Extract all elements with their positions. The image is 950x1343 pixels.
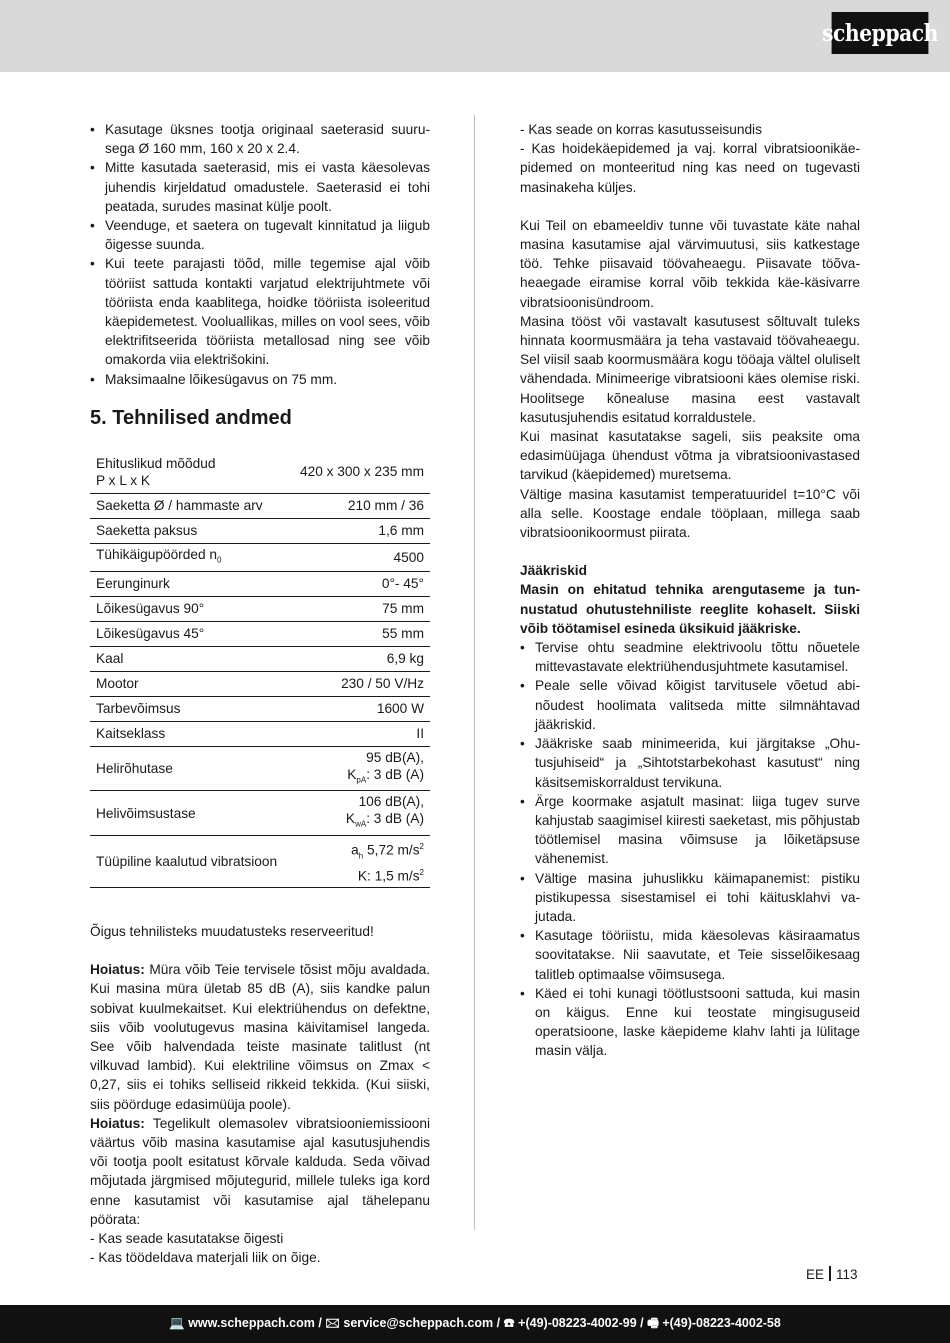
paragraph: Masina tööst või vastavalt kasutusest sõltuvalt tuleks hinnata koormusmäära ja teha vastavaid töövaheaegu. Sel viisil saab koormusmäära kogu tööaja vältel oluliselt vähendada. Minimeerige vibratsiooni käes olemise riski. Hoolitsege kõnealuse masina eest vastavalt kasutusjuhendis esitatud korraldustele. [520,313,860,425]
spec-value: 106 dB(A), [358,794,424,810]
table-row [90,518,430,543]
scheppach-logo: scheppach [832,12,929,54]
right-column [520,120,860,1061]
spec-value: 95 dB(A), [366,749,424,765]
spec-value: 75 mm [289,596,430,621]
warning-label: Hoiatus: [90,1115,145,1131]
risk-title-text: Jääkriskid [520,563,587,579]
spec-value: 6,9 kg [289,646,430,671]
spec-label: Saeketta paksus [90,518,289,543]
spec-label: Tarbevõimsus [90,696,289,721]
spec-label: Tühikäigupöörded n [96,546,217,562]
footer-contact-text: 💻 www.scheppach.com / 🖂 service@scheppach.com / ☎ +(49)-08223-4002-99 / 🖷 +(49)-08223-4002-58 [169,1315,781,1330]
list-item: • Käed ei tohi kunagi töötlustsooni sattuda, kui masin on käigus. Enne kui teostate mingisuguseid operatsioone, laske käepideme klahv lahti ja lülitage masin välja. [520,984,860,1061]
reserve-text: Õigus tehnilisteks muudatusteks reserveeritud! [90,923,374,939]
dash-item: - Kas seade kasutatakse õigesti [90,1230,284,1246]
spec-label: Ehituslikud mõõdud [96,455,216,471]
risk-intro [520,580,860,638]
risk-title [520,561,860,580]
k-sub: pA [356,775,367,785]
warning-paragraph [90,1114,430,1229]
warning-text: Tegelikult olemasolev vibratsiooniemissiooni väärtus võib masina kasutamise ajal kasutusjuhendis või tootja poolt esitatust kõrvale kalduda. Seda võivad mõjutada järgmised mõjutegurid, millele tuleks iga kord enne kasutamist või kasutamise ajal tähelepanu pöörata: [90,1115,430,1227]
section-title: 5. Tehnilised andmed [90,406,292,429]
table-row [90,696,430,721]
list-item: • Peale selle võivad kõigist tarvitusele võetud abinõudest hoolimata valitseda mitte silmnähtavad jääkriskid. [520,676,860,734]
risk-intro-text: Masin on ehitatud tehnika arengutaseme ja tunnustatud ohutustehniliste reeglite kohaselt. Siiski võib töötamisel esineda üksikuid jääkriske. [520,582,860,636]
page-footer [0,1305,950,1343]
paragraph: Kui Teil on ebameeldiv tunne või tuvastate käte nahal masina kasutamise ajal värvimuutusi, siis katkestage töö. Tehke piisavaid töövaheaegu. Piisavate töõvaheaegade eiramise korral võib tekkida käe-käsivarre vibratsioonisündroom. [520,217,860,310]
spec-label: Kaitseklass [90,721,289,746]
risk-bullet-list [520,638,860,1060]
spec-label: Kaal [90,646,289,671]
spec-value: 0°- 45° [289,571,430,596]
paragraph: Kui masinat kasutatakse sageli, siis peaksite oma edasimüüjaga ühendust võtma ja vibratsioonivastased tarvikud (käepidemed) muretsema. [520,429,860,483]
spec-value: 420 x 300 x 235 mm [289,451,430,494]
spec-label: Tüüpiline kaalutud vibratsioon [90,836,289,888]
table-row [90,646,430,671]
list-item: • Kasutage üksnes tootja originaal saeterasid suurusega Ø 160 mm, 160 x 20 x 2.4. [90,120,430,158]
safety-bullet-list [90,120,430,389]
specs-table [90,451,430,888]
paragraph: Vältige masina kasutamist temperatuuridel t=10°C või alla selle. Koostage endale tööplaan, millega saab vibratsioonikoormust piirata. [520,486,860,541]
table-row [90,791,430,836]
page-number-value: 113 [836,1267,858,1282]
list-item: • Mitte kasutada saeterasid, mis ei vasta käesolevas juhendis kirjeldatud omadustele. Saeterasid ei tohi peatada, surudes masinat külje poolt. [90,158,430,216]
vib-sup: 2 [419,868,424,878]
spec-value: 55 mm [289,621,430,646]
spec-value: 230 / 50 V/Hz [289,671,430,696]
k-symbol: K [347,766,357,782]
spec-value: 1,6 mm [289,518,430,543]
table-row [90,493,430,518]
list-item: • Jääkriske saab minimeerida, kui järgitakse „Ohutusjuhiseid“ ja „Sihtotstarbekohast kasutust“ ning käsitsemiskorraldust tervikuna. [520,734,860,792]
spec-label: Saeketta Ø / hammaste arv [90,493,289,518]
spec-value: II [289,721,430,746]
list-item: • Veenduge, et saetera on tugevalt kinnitatud ja liigub õigesse suunda. [90,216,430,254]
spec-value: 210 mm / 36 [289,493,430,518]
spec-label: Mootor [90,671,289,696]
k-value: : 3 dB (A) [366,766,424,782]
list-item: • Tervise ohtu seadmine elektrivoolu tõttu nõuetele mittevastavate elektriühendusjuhtmete kasutamisel. [520,638,860,676]
list-item: • Vältige masina juhuslikku käimapanemist: pistiku pistikupessa sisestamisel ei tohi käitusklahvi vajutada. [520,869,860,927]
dash-item: - Kas töödeldava materjali liik on õige. [90,1250,321,1266]
k-symbol: K [345,811,356,827]
list-item: • Kui teete parajasti töõd, mille tegemise ajal võib tööriist sattuda kontakti varjatud elektrijuhtmete või tööriista enda kaablitega, hoidke tööriista isoleeritud käepidemetest. Vooluallikas, milles on vool sees, võib elektrifitseerida tööriista metallosad ning see võib omakorda viia elektrišokini. [90,254,430,369]
dash-item: - Kas seade on korras kasutusseisundis [520,122,762,137]
table-row [90,671,430,696]
warning-paragraph [90,960,430,1114]
list-item: • Ärge koormake asjatult masinat: liiga tugev surve kahjustab saagimisel kiiresti saeketast, mis põhjustab töötlemisel masina võimsuse ja lõiketäpsuse vähenemist. [520,792,860,869]
table-row [90,621,430,646]
spec-label: Lõikesügavus 90° [90,596,289,621]
spec-value: 1600 W [289,696,430,721]
table-row [90,571,430,596]
table-row [90,596,430,621]
table-row [90,721,430,746]
table-row [90,543,430,571]
separator [829,1266,831,1281]
spec-label: Helirõhutase [90,746,289,791]
table-row [90,451,430,494]
table-row [90,836,430,888]
warning-text: Müra võib Teie tervisele tõsist mõju avaldada. Kui masina müra ületab 85 dB (A), siis kandke palun sobivat kuulmekaitset. Kui elektriühendus on defektne, siis võib voolutugevus masina käivitamisel langeda. See võib halvendada teiste masinate talitlust (nt vilkuvad lambid). Kui elektriline võimsus on Zmax < 0,27, siis ei tohiks selliseid rikkeid tekkida. (Kui siiski, siis pöörduge edasimüüja poole). [90,962,430,1112]
page-number [806,1266,858,1282]
left-column [90,120,430,1267]
vib-sub: h [358,851,364,861]
spec-label: Lõikesügavus 45° [90,621,289,646]
spec-label-sub: 0 [217,555,222,565]
language-code: EE [806,1267,825,1282]
warning-label: Hoiatus: [90,962,145,978]
k-value: : 3 dB (A) [366,811,424,827]
spec-value: 4500 [289,543,430,571]
list-item: • Maksimaalne lõikesügavus on 75 mm. [90,370,430,389]
spec-label: P x L x K [96,472,151,488]
spec-value: K: 1,5 m/s [357,868,420,884]
column-divider [474,115,475,1230]
list-item: • Kasutage tööriistu, mida käesolevas käsiraamatus soovitatakse. Nii saavutate, et Teie sisselõikesaag talitleb optimaalse võimsusega. [520,926,860,984]
dash-item: - Kas hoidekäepidemed ja vaj. korral vibratsioonikäepidemed on monteeritud ning kas need on tugevasti masinakeha küljes. [520,141,860,195]
vib-sup: 2 [419,842,424,852]
table-row [90,746,430,791]
k-sub: wA [355,820,367,830]
vib-symbol: a [351,842,359,858]
page-header [0,0,950,72]
spec-label: Helivõimsustase [90,791,289,836]
spec-value: 5,72 m/s [363,842,420,858]
spec-label: Eerunginurk [90,571,289,596]
